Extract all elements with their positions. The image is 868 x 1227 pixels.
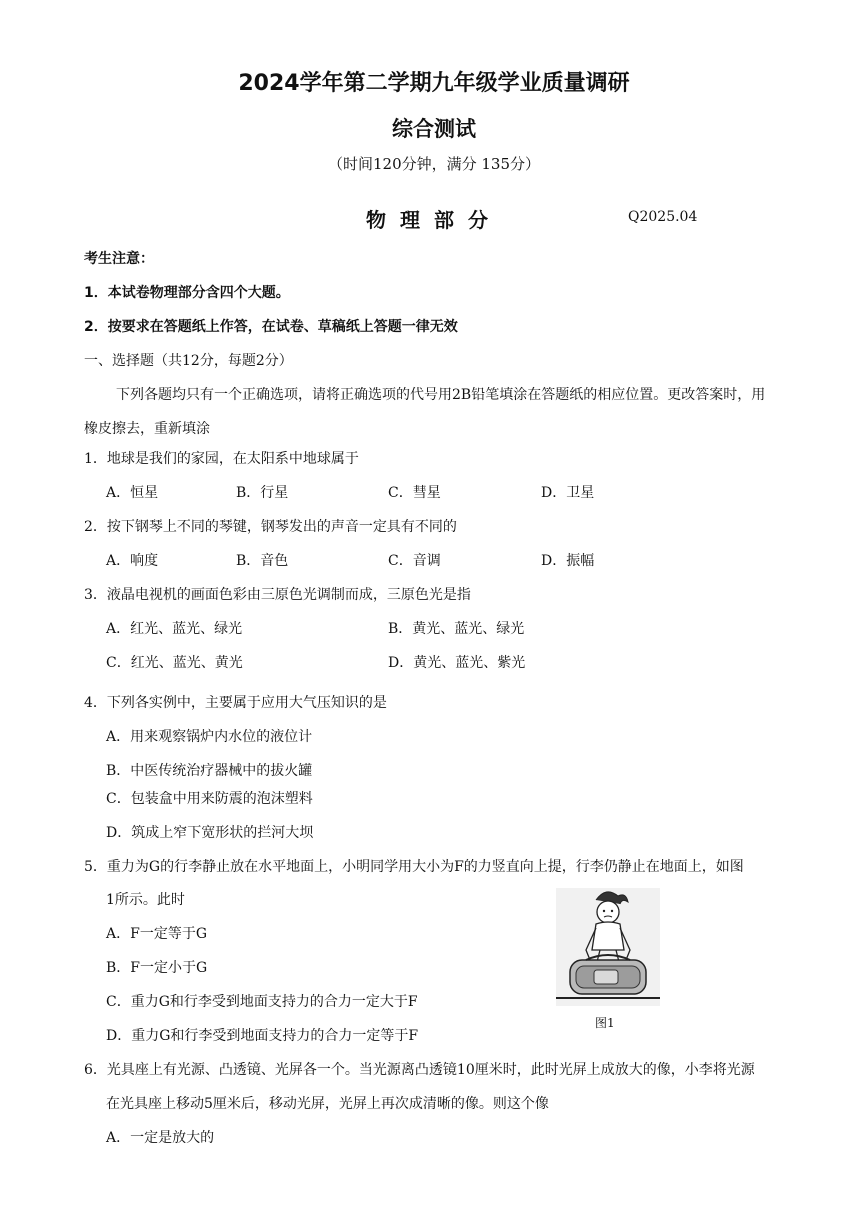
- part1-heading: 一、选择题（共12分，每题2分）: [84, 353, 293, 369]
- figure-1-luggage-illustration: [556, 888, 660, 1006]
- question-4-stem: 4．下列各实例中，主要属于应用大气压知识的是: [84, 695, 387, 711]
- section-title: 物理部分: [366, 208, 502, 232]
- question-4-option-d: D．筑成上窄下宽形状的拦河大坝: [106, 825, 314, 841]
- question-5-option-c: C．重力G和行李受到地面支持力的合力一定大于F: [106, 994, 418, 1010]
- exam-subtitle: 综合测试: [392, 117, 476, 141]
- question-4-option-b: B．中医传统治疗器械中的拔火罐: [106, 763, 313, 779]
- question-3-stem: 3．液晶电视机的画面色彩由三原色光调制而成，三原色光是指: [84, 587, 471, 603]
- figure-1-caption: 图1: [595, 1016, 615, 1030]
- question-6-option-a: A．一定是放大的: [106, 1130, 215, 1146]
- question-1-option-d: D．卫星: [541, 485, 595, 501]
- question-3-option-d: D．黄光、蓝光、紫光: [388, 655, 526, 671]
- question-6-stem-line2: 在光具座上移动5厘米后，移动光屏，光屏上再次成清晰的像。则这个像: [106, 1096, 549, 1112]
- question-1-option-c: C．彗星: [388, 485, 441, 501]
- question-2-stem: 2．按下钢琴上不同的琴键，钢琴发出的声音一定具有不同的: [84, 519, 457, 535]
- exam-code: Q2025.04: [628, 209, 698, 225]
- exam-time-note: （时间120分钟，满分 135分）: [327, 155, 541, 173]
- question-4-option-a: A．用来观察锅炉内水位的液位计: [106, 729, 313, 745]
- question-3-option-a: A．红光、蓝光、绿光: [106, 621, 243, 637]
- exam-title: 2024学年第二学期九年级学业质量调研: [238, 71, 630, 96]
- notice-item-1: 1．本试卷物理部分含四个大题。: [84, 285, 290, 301]
- part1-instruction-line2: 橡皮擦去，重新填涂: [84, 421, 210, 437]
- question-2-option-c: C．音调: [388, 553, 441, 569]
- question-1-option-b: B．行星: [236, 485, 289, 501]
- question-2-option-b: B．音色: [236, 553, 289, 569]
- question-5-stem-line1: 5．重力为G的行李静止放在水平地面上，小明同学用大小为F的力竖直向上提，行李仍静止在地面上，如图: [84, 859, 744, 875]
- question-2-option-d: D．振幅: [541, 553, 595, 569]
- question-5-option-b: B．F一定小于G: [106, 960, 208, 976]
- question-5-stem-line2: 1所示。此时: [106, 892, 185, 908]
- question-5-option-d: D．重力G和行李受到地面支持力的合力一定等于F: [106, 1028, 419, 1044]
- question-5-option-a: A．F一定等于G: [106, 926, 208, 942]
- question-1-stem: 1．地球是我们的家园，在太阳系中地球属于: [84, 451, 359, 467]
- question-1-option-a: A．恒星: [106, 485, 159, 501]
- part1-instruction-line1: 下列各题均只有一个正确选项，请将正确选项的代号用2B铅笔填涂在答题纸的相应位置。更改答案时，用: [116, 387, 766, 403]
- question-2-option-a: A．响度: [106, 553, 159, 569]
- question-6-stem-line1: 6．光具座上有光源、凸透镜、光屏各一个。当光源离凸透镜10厘米时，此时光屏上成放大的像，小李将光源: [84, 1062, 755, 1078]
- question-3-option-b: B．黄光、蓝光、绿光: [388, 621, 525, 637]
- question-3-option-c: C．红光、蓝光、黄光: [106, 655, 243, 671]
- notice-heading: 考生注意：: [84, 251, 154, 267]
- question-4-option-c: C．包装盒中用来防震的泡沫塑料: [106, 791, 313, 807]
- notice-item-2: 2．按要求在答题纸上作答，在试卷、草稿纸上答题一律无效: [84, 319, 458, 335]
